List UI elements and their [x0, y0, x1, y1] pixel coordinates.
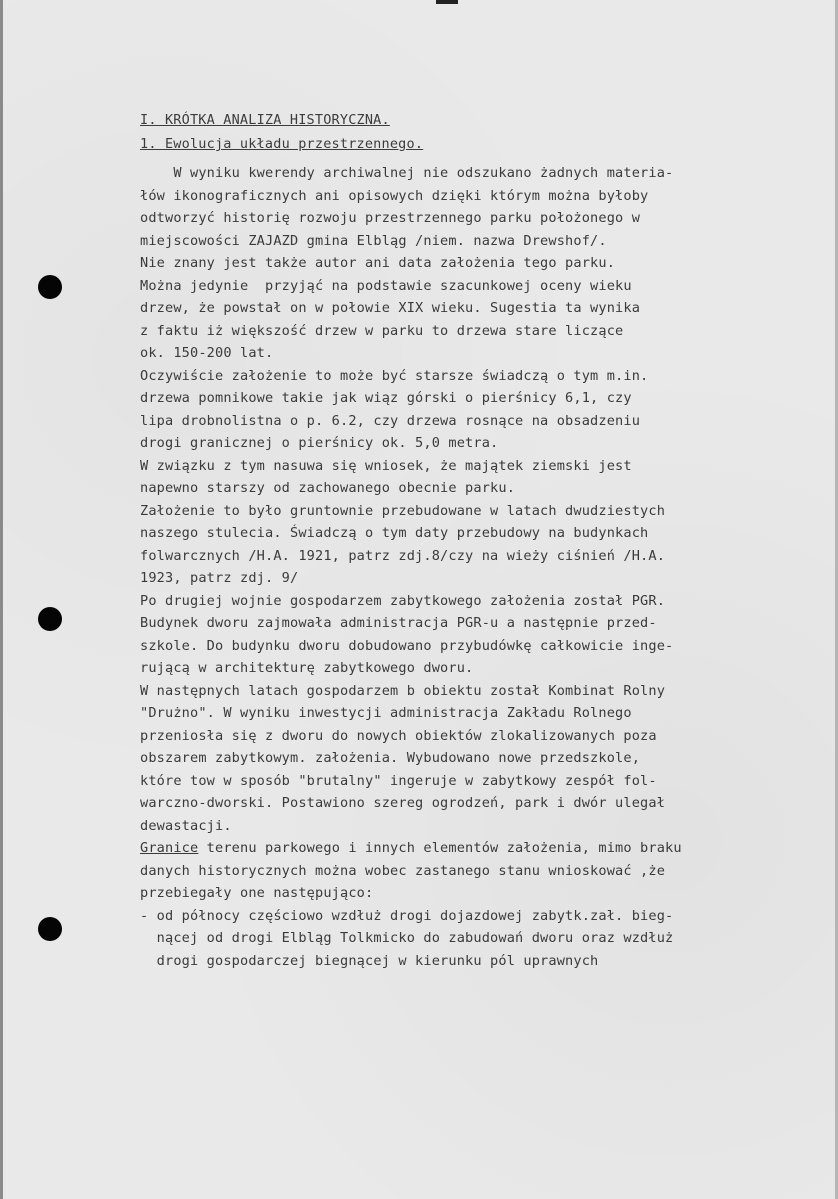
subsection-title: 1. Ewolucja układu przestrzennego.	[140, 136, 424, 152]
text-line: 1923, patrz zdj. 9/	[140, 570, 299, 586]
text-line: "Drużno". W wyniku inwestycji administracja Zakładu Rolnego	[140, 705, 632, 721]
text-line: miejscowości ZAJAZD gmina Elbląg /niem. nazwa Drewshof/.	[140, 232, 607, 249]
text-line: rującą w architekturę zabytkowego dworu.	[140, 660, 474, 676]
text-line: z faktu iż większość drzew w parku to drzewa stare liczące	[140, 322, 624, 339]
text-line: W wyniku kwerendy archiwalnej nie odszukano żadnych materia-	[140, 165, 674, 181]
punch-hole-bottom	[38, 917, 62, 941]
text-line: Założenie to było gruntownie przebudowane w latach dwudziestych	[140, 502, 666, 519]
text-line: dewastacji.	[140, 817, 232, 834]
text-line: napewno starszy od zachowanego obecnie parku.	[140, 480, 516, 496]
text-line: - od północy częściowo wzdłuż drogi dojazdowej zabytk.zał. bieg-	[140, 907, 674, 924]
page-top-notch	[436, 0, 458, 4]
text-line: lipa drobnolistna o p. 6.2, czy drzewa rosnące na obsadzeniu	[140, 412, 641, 429]
text-line: Po drugiej wojnie gospodarzem zabytkowego założenia został PGR.	[140, 592, 666, 609]
punch-hole-middle	[38, 607, 62, 631]
text-line: W następnych latach gospodarzem b obiektu został Kombinat Rolny	[140, 682, 666, 699]
text-line: szkole. Do budynku dworu dobudowano przybudówkę całkowicie inge-	[140, 637, 674, 654]
text-line: przebiegały one następująco:	[140, 885, 374, 901]
text-line: nącej od drogi Elbląg Tolkmicko do zabudowań dworu oraz wzdłuż	[140, 930, 674, 946]
text-line: danych historycznych można wobec zastanego stanu wnioskować ,że	[140, 862, 666, 879]
document-body	[140, 108, 820, 972]
text-line: Nie znany jest także autor ani data założenia tego parku.	[140, 255, 616, 271]
text-line: obszarem zabytkowym. założenia. Wybudowano nowe przedszkole,	[140, 750, 641, 766]
text-line: warczno-dworski. Postawiono szereg ogrodzeń, park i dwór ulegał	[140, 795, 666, 811]
text-line: Można jedynie przyjąć na podstawie szacunkowej oceny wieku	[140, 277, 632, 294]
text-line: łów ikonograficznych ani opisowych dzięki którym można byłoby	[140, 187, 649, 204]
underlined-word: Granice	[140, 840, 199, 856]
text-line: drogi gospodarczej biegnącej w kierunku pól uprawnych	[140, 952, 599, 969]
text-line: naszego stulecia. Świadczą o tym daty przebudowy na budynkach	[140, 525, 649, 541]
text-line: przeniosła się z dworu do nowych obiektów zlokalizowanych poza	[140, 727, 657, 744]
text-line: folwarcznych /H.A. 1921, patrz zdj.8/czy na wieży ciśnień /H.A.	[140, 547, 666, 564]
text-line: odtworzyć historię rozwoju przestrzennego parku położonego w	[140, 210, 641, 226]
text-line: Budynek dworu zajmowała administracja PGR-u a następnie przed-	[140, 615, 657, 631]
section-title: I. KRÓTKA ANALIZA HISTORYCZNA.	[140, 112, 390, 128]
body-lines	[140, 162, 820, 972]
text-line: drzew, że powstał on w połowie XIX wieku. Sugestia ta wynika	[140, 300, 641, 316]
text-line: Granice terenu parkowego i innych elementów założenia, mimo braku	[140, 840, 682, 856]
text-line: Oczywiście założenie to może być starsze świadczą o tym m.in.	[140, 367, 649, 384]
punch-hole-top	[38, 275, 62, 299]
text-line: które tow w sposób "brutalny" ingeruje w zabytkowy zespół fol-	[140, 772, 657, 789]
text-line: W związku z tym nasuwa się wniosek, że majątek ziemski jest	[140, 457, 632, 474]
text-line: ok. 150-200 lat.	[140, 345, 274, 361]
text-line: drzewa pomnikowe takie jak wiąz górski o pierśnicy 6,1, czy	[140, 390, 632, 406]
text-line: drogi granicznej o pierśnicy ok. 5,0 metra.	[140, 435, 499, 451]
